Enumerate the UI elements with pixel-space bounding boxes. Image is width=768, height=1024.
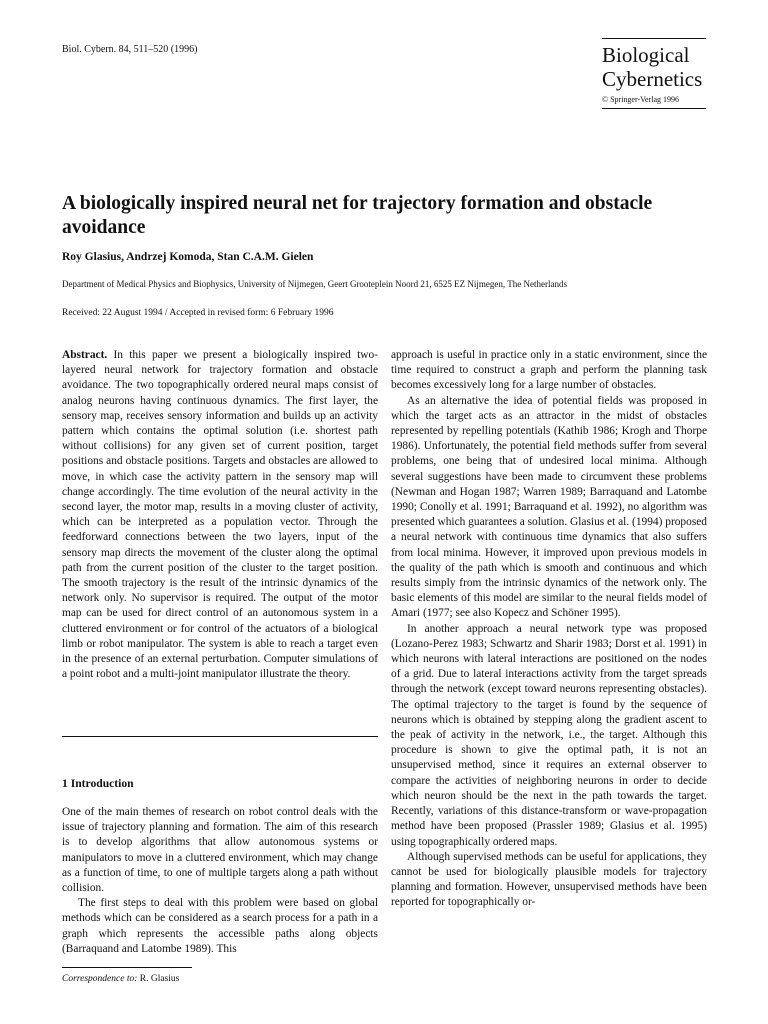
abstract-text: In this paper we present a biologically inspired two-layered neural network for trajectory formation and obstacle avoidance. The two topographically ordered neural maps consist of analog neurons having continuous dynamics. The first layer, the sensory map, receives sensory information and builds up an activity pattern which contains the optimal solution (i.e. shortest path without collisions) for any given set of current position, target positions and obstacle positions. Targets and obstacles are allowed to move, in which case the activity pattern in the sensory map will change accordingly. The time evolution of the neural activity in the second layer, the motor map, results in a moving cluster of activity, which can be interpreted as a population vector. Through the feedforward connections between the two layers, input of the sensory map directs the movement of the cluster along the optimal path from the current position of the cluster to the target position. The smooth trajectory is the result of the intrinsic dynamics of the network only. No supervisor is required. The output of the motor map can be used for direct control of an autonomous system in a cluttered environment or for control of the actuators of a biological limb or robot manipulator. The system is able to reach a target even in the presence of an external perturbation. Computer simulations of a point robot and a multi-joint manipulator illustrate the theory.: [62, 349, 378, 681]
journal-name-line2: Cybernetics: [602, 67, 703, 91]
abstract-block: [62, 348, 378, 682]
journal-masthead: [602, 38, 706, 109]
intro-paragraph-1: One of the main themes of research on robot control deals with the issue of trajectory planning and formation. The aim of this research is to develop algorithms that allow autonomous systems or manipulators to move in a cluttered environment, which may change as a function of time, to one of multiple targets along a path without collision.: [62, 806, 378, 895]
publisher-copyright: © Springer-Verlag 1996: [602, 95, 680, 104]
correspondence-name: R. Glasius: [139, 974, 180, 984]
abstract-paragraph: [62, 348, 378, 682]
intro-paragraph-2: The first steps to deal with this problem were based on global methods which can be considered as a search process for a path in a graph which represents the accessible paths along objects (Barraquand and Latombe 1989). This: [62, 897, 378, 955]
right-paragraph-3: In another approach a neural network type was proposed (Lozano-Perez 1983; Schwartz and Sharir 1983; Dorst et al. 1991) in which neurons with lateral interactions are positioned on the nodes of a grid. Due to lateral interactions activity from the target spreads through the network (except toward neurons representing obstacles). The optimal trajectory to the target is found by the sequence of neurons which is obtained by stepping along the gradient ascent to the peak of activity in the network, i.e., the target. Although this procedure is shown to give the optimal path, it is not an unsupervised method, since it requires an external observer to compare the activities of neighboring neurons in order to decide which neuron should be the next in the path towards the target. Recently, variations of this distance-transform or wave-propagation method have been proposed (Prassler 1989; Glasius et al. 1995) using topographically ordered maps.: [391, 622, 707, 848]
abstract-label: Abstract.: [62, 349, 108, 361]
paper-authors: Roy Glasius, Andrzej Komoda, Stan C.A.M. Gielen: [62, 251, 314, 263]
paper-title: A biologically inspired neural net for trajectory formation and obstacle avoidance: [62, 193, 653, 238]
abstract-divider: [62, 736, 378, 737]
received-dates: Received: 22 August 1994 / Accepted in revised form: 6 February 1996: [62, 308, 334, 318]
correspondence-label: Correspondence to:: [62, 974, 138, 984]
introduction-body: [62, 805, 378, 957]
journal-citation: Biol. Cybern. 84, 511–520 (1996): [62, 44, 198, 55]
right-column-body: [391, 348, 707, 911]
masthead-rule-top: [602, 38, 706, 39]
footnote-rule: [62, 967, 192, 968]
right-paragraph-1: approach is useful in practice only in a static environment, since the time required to construct a graph and perform the planning task becomes excessively long for a large number of obstacles.: [391, 349, 707, 392]
journal-name-line1: Biological: [602, 43, 690, 67]
right-paragraph-2: As an alternative the idea of potential fields was proposed in which the target acts as an attractor in the midst of obstacles represented by repelling potentials (Kathib 1986; Krogh and Thorpe 1986). Unfortunately, the potential field methods suffer from several problems, one being that of undesired local minima. Although several suggestions have been made to circumvent these problems (Newman and Hogan 1987; Warren 1989; Barraquand and Latombe 1990; Conolly et al. 1991; Barraquand et al. 1992), no algorithm was presented which guarantees a solution. Glasius et al. (1994) proposed a neural network with continuous time dynamics that also suffers from local minima. However, it improved upon previous models in the quality of the path which is smooth and continuous and which results simply from the intrinsic dynamics of the network only. The basic elements of this model are similar to the neural fields model of Amari (1977; see also Kopecz and Schöner 1995).: [391, 394, 708, 620]
section-heading-introduction: 1 Introduction: [62, 777, 134, 790]
author-affiliation: Department of Medical Physics and Biophysics, University of Nijmegen, Geert Grooteplein Noord 21, 6525 EZ Nijmegen, The Netherlands: [62, 279, 567, 289]
masthead-rule-bottom: [602, 108, 706, 109]
correspondence-footnote: [62, 974, 179, 984]
right-paragraph-4: Although supervised methods can be useful for applications, they cannot be used for biologically plausible models for trajectory planning and formation. However, unsupervised methods have been reported for topographically or-: [391, 850, 707, 909]
